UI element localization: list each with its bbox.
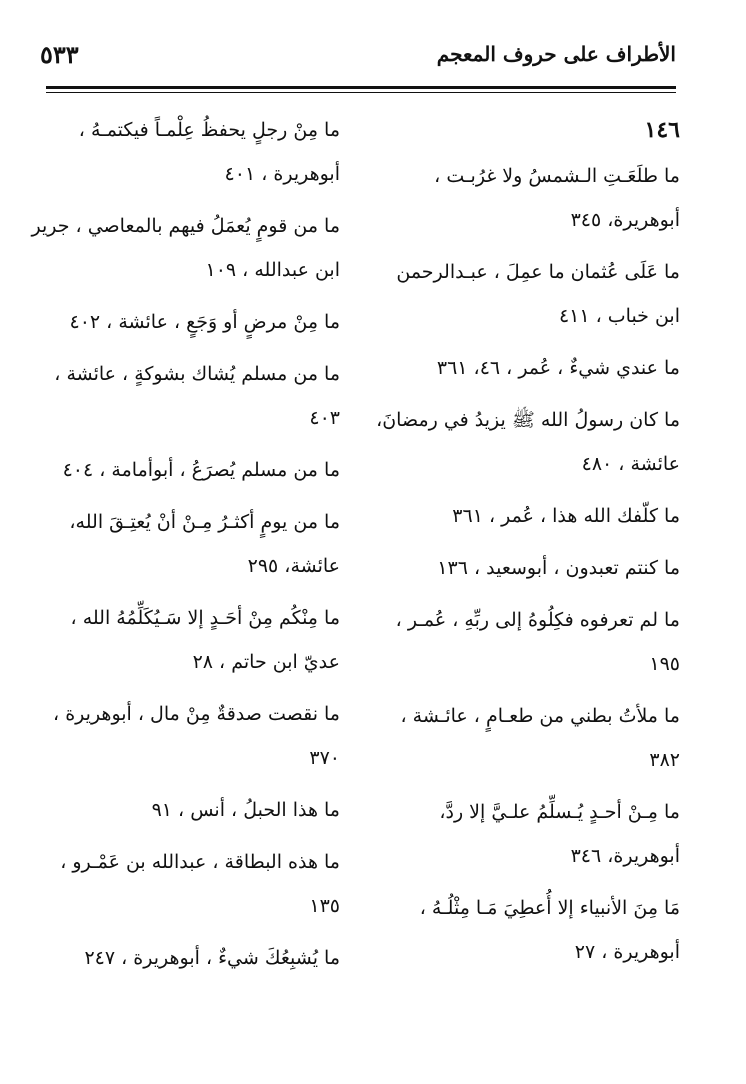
- index-entry: [380, 154, 680, 242]
- entry-continuation: أبوهريرة ، ٤٠١: [224, 163, 340, 185]
- entry-text: ما مِنْ مرضٍ أو وَجَعٍ ، عائشة ، ٤٠٢: [69, 311, 340, 333]
- entry-text: ما طلَعَـتِ الـشمسُ ولا غرُبـت ،: [434, 165, 680, 187]
- entry-text: ما مِنْ رجلٍ يحفظُ عِلْمـاً فيكتمـهُ ،: [78, 119, 340, 141]
- page-header: [40, 36, 676, 76]
- entry-text: ما عندي شيءٌ ، عُمر ، ٤٦، ٣٦١: [436, 357, 680, 379]
- index-entry: [380, 346, 680, 390]
- index-entry: [40, 448, 340, 492]
- entry-continuation: ابن عبدالله ، ١٠٩: [205, 259, 340, 281]
- right-column: [376, 108, 680, 982]
- index-entry: [380, 494, 680, 538]
- index-entry: [40, 692, 340, 780]
- entry-continuation: عائشة، ٢٩٥: [247, 555, 340, 577]
- entry-text: ما كنتم تعبدون ، أبوسعيد ، ١٣٦: [437, 557, 680, 579]
- entry-text: ما هذه البطاقة ، عبدالله بن عَمْـرو ،: [60, 851, 340, 873]
- index-entry: [40, 108, 340, 196]
- left-entries: [31, 108, 340, 980]
- entry-continuation: ١٣٥: [309, 895, 340, 917]
- header-rule-thick: [46, 86, 676, 89]
- page-number: ٥٣٣: [40, 40, 79, 69]
- index-entry: [380, 886, 680, 974]
- entry-continuation: أبوهريرة ، ٢٧: [574, 941, 680, 963]
- entry-text: ما مِـنْ أحـدٍ يُـسلِّمُ علـيَّ إلا ردَّ،: [439, 801, 680, 823]
- entry-text: ما كلّفك الله هذا ، عُمر ، ٣٦١: [452, 505, 680, 527]
- entry-text: ما من مسلم يُصرَعُ ، أبوأمامة ، ٤٠٤: [62, 459, 340, 481]
- index-entry: [380, 546, 680, 590]
- entry-text: ما عَلَى عُثمان ما عمِلَ ، عبـدالرحمن: [396, 261, 680, 283]
- entry-continuation: ابن خباب ، ٤١١: [558, 305, 680, 327]
- index-entry: [40, 596, 340, 684]
- entry-continuation: عائشة ، ٤٨٠: [581, 453, 680, 475]
- entry-continuation: أبوهريرة، ٣٤٥: [570, 209, 680, 231]
- entry-text: ما يُشبِعُكَ شيءٌ ، أبوهريرة ، ٢٤٧: [84, 947, 340, 969]
- index-entry: [40, 788, 340, 832]
- header-rule-thin: [46, 92, 676, 93]
- entry-continuation: ٤٠٣: [309, 407, 340, 429]
- index-entry: [380, 694, 680, 782]
- index-entry: [40, 500, 340, 588]
- index-entry: [31, 204, 340, 292]
- entry-text: ما من مسلم يُشاك بشوكةٍ ، عائشة ،: [54, 363, 340, 385]
- entry-text: ما كان رسولُ الله ﷺ يزيدُ في رمضانَ،: [376, 409, 680, 431]
- entry-continuation: ١٩٥: [649, 653, 680, 675]
- entry-text: مَا مِنَ الأنبياء إلا أُعطِيَ مَـا مِثْلُـهُ ،: [419, 897, 680, 919]
- entry-continuation: أبوهريرة، ٣٤٦: [570, 845, 680, 867]
- index-entry: [380, 598, 680, 686]
- entry-text: ما لم تعرفوه فكِلُوهُ إلى ربِّهِ ، عُمـر ،: [395, 609, 680, 631]
- running-title: الأطراف على حروف المعجم: [436, 42, 676, 66]
- index-entry: [40, 936, 340, 980]
- index-entry: [380, 790, 680, 878]
- entry-text: ما نقصت صدقةٌ مِنْ مال ، أبوهريرة ،: [53, 703, 340, 725]
- index-entry: [376, 398, 680, 486]
- section-heading: ١٤٦: [644, 117, 680, 143]
- entry-continuation: عديّ ابن حاتم ، ٢٨: [192, 651, 340, 673]
- entry-text: ما هذا الحبلُ ، أنس ، ٩١: [151, 799, 340, 821]
- entry-text: ما من يومٍ أكثـرُ مِـنْ أنْ يُعتِـقَ الله،: [69, 511, 340, 533]
- entry-text: ما من قومٍ يُعمَلُ فيهم بالمعاصي ، جرير: [31, 215, 340, 237]
- index-entry: [380, 250, 680, 338]
- index-entry: [40, 352, 340, 440]
- left-column: [31, 108, 340, 988]
- entry-text: ما ملأتُ بطني من طعـامٍ ، عائـشة ،: [400, 705, 680, 727]
- right-entries: [376, 154, 680, 974]
- index-entry: [40, 840, 340, 928]
- entry-continuation: ٣٨٢: [649, 749, 680, 771]
- entry-text: ما مِنْكُم مِنْ أحَـدٍ إلا سَـيُكَلِّمُهُ الله ،: [70, 607, 340, 629]
- index-entry: [40, 300, 340, 344]
- entry-continuation: ٣٧٠: [309, 747, 340, 769]
